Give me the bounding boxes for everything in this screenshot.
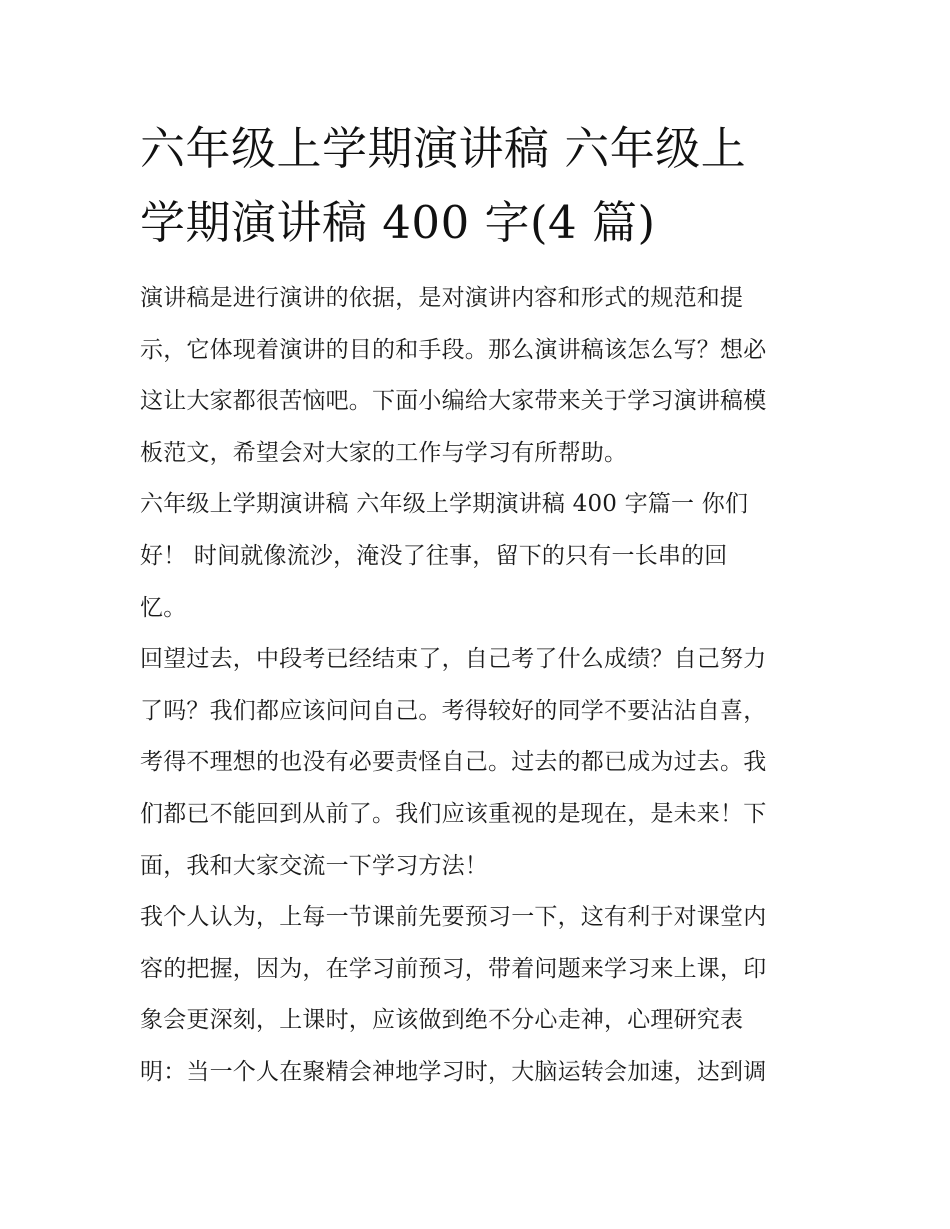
title-line: 学期演讲稿 400 字(4 篇) xyxy=(140,196,656,249)
text-line: 六年级上学期演讲稿 六年级上学期演讲稿 400 字篇一 你们 xyxy=(140,491,749,518)
text-line: 演讲稿是进行演讲的依据，是对演讲内容和形式的规范和提 xyxy=(140,285,744,311)
text-line: 了吗？我们都应该问问自己。考得较好的同学不要沾沾自喜， xyxy=(140,697,767,724)
text-line: 象会更深刻，上课时，应该做到绝不分心走神，心理研究表 xyxy=(140,1007,744,1034)
paragraph-look-back xyxy=(140,634,815,892)
document-title xyxy=(140,112,815,260)
text-line: 我个人认为，上每一节课前先要预习一下，这有利于对课堂内 xyxy=(140,904,767,931)
text-line: 面，我和大家交流一下学习方法！ xyxy=(140,852,488,879)
text-line: 们都已不能回到从前了。我们应该重视的是现在，是未来！下 xyxy=(140,800,767,827)
document-body xyxy=(140,273,815,1099)
text-line: 明：当一个人在聚精会神地学习时，大脑运转会加速，达到调 xyxy=(140,1058,767,1085)
text-line: 好！ 时间就像流沙，淹没了往事，留下的只有一长串的回 xyxy=(140,542,728,569)
paragraph-study-method xyxy=(140,892,815,1098)
text-line: 忆。 xyxy=(140,594,187,621)
text-line: 板范文，希望会对大家的工作与学习有所帮助。 xyxy=(140,439,628,466)
paragraph-heading-one xyxy=(140,479,815,634)
text-line: 考得不理想的也没有必要责怪自己。过去的都已成为过去。我 xyxy=(140,749,767,776)
text-line: 这让大家都很苦恼吧。下面小编给大家带来关于学习演讲稿模 xyxy=(140,388,767,415)
text-line: 示，它体现着演讲的目的和手段。那么演讲稿该怎么写？想必 xyxy=(140,336,767,363)
document-page xyxy=(140,112,815,1099)
title-line: 六年级上学期演讲稿 六年级上 xyxy=(140,122,747,175)
text-line: 容的把握，因为，在学习前预习，带着问题来学习来上课，印 xyxy=(140,955,767,982)
paragraph-intro xyxy=(140,273,815,479)
text-line: 回望过去，中段考已经结束了，自己考了什么成绩？自己努力 xyxy=(140,646,767,673)
